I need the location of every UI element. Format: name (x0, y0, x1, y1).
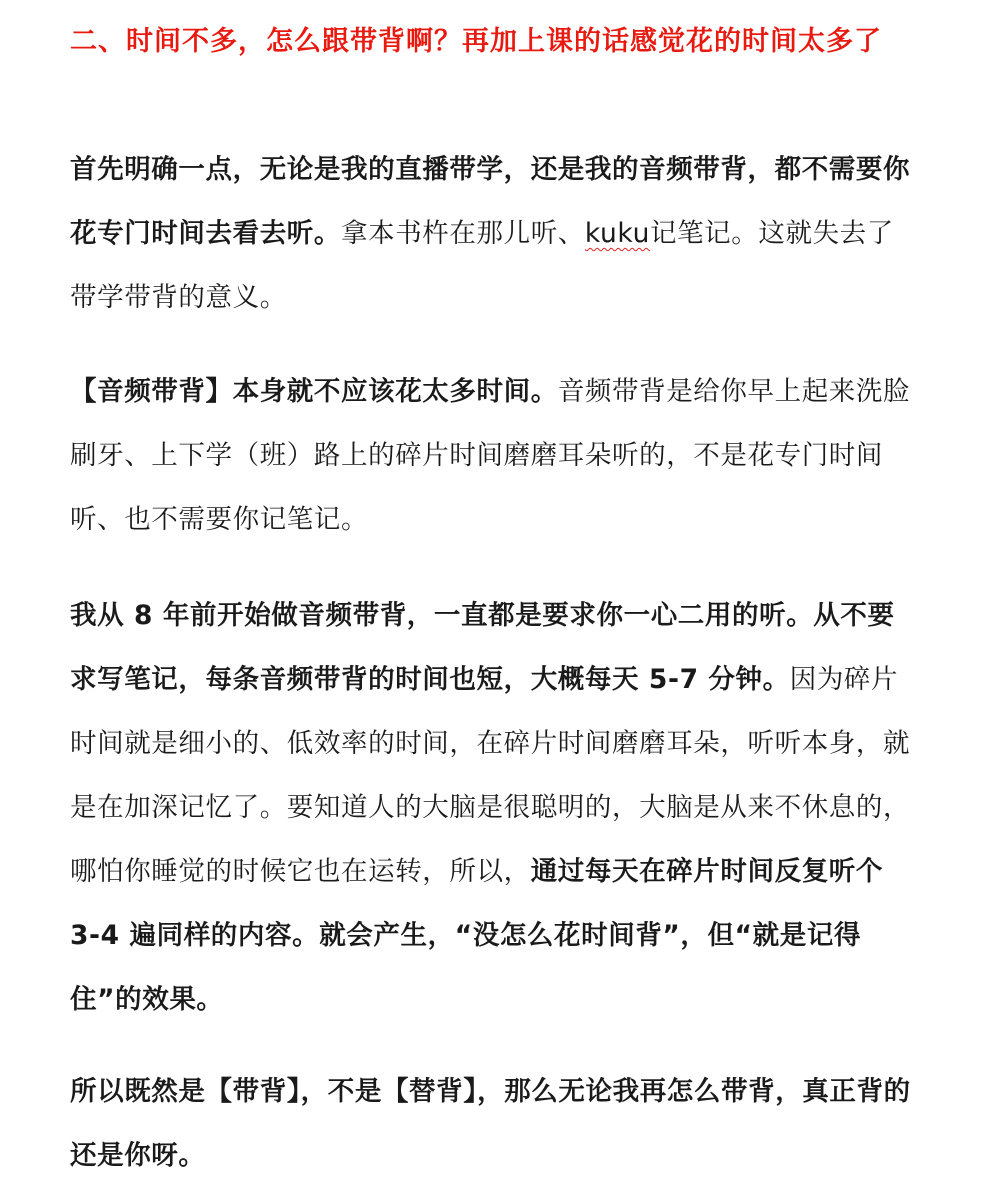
paragraph-4-bold: 所以既然是【带背】，不是【替背】，那么无论我再怎么带背，真正背的还是你呀。 (70, 1076, 911, 1171)
paragraph-3-bold: 我从 8 年前开始做音频带背，一直都是要求你一心二用的听。从不要求写笔记，每条音频带背的时间也短，大概每天 5-7 分钟。 (70, 600, 895, 695)
section-heading: 二、时间不多，怎么跟带背啊？再加上课的话感觉花的时间太多了 (70, 26, 882, 57)
paragraph-1 (70, 138, 920, 330)
paragraph-1-text-end: 记笔记。这就失去了带学带背的意义。 (70, 218, 894, 313)
paragraph-1-text: 拿本书杵在那儿听、 (341, 218, 585, 249)
paragraph-3 (70, 584, 920, 1032)
paragraph-2-bold: 【音频带背】本身就不应该花太多时间。 (70, 376, 558, 407)
paragraph-2 (70, 360, 920, 552)
paragraph-1-bold: 首先明确一点，无论是我的直播带学，还是我的音频带背，都不需要你花专门时间去看去听。 (70, 154, 911, 249)
paragraph-3-bold-end: 通过每天在碎片时间反复听个 3-4 遍同样的内容。就会产生，“没怎么花时间背”，但“就是记得住”的效果。 (70, 856, 884, 1015)
spellcheck-word[interactable]: kuku (584, 218, 650, 249)
paragraph-2-text: 音频带背是给你早上起来洗脸刷牙、上下学（班）路上的碎片时间磨磨耳朵听的，不是花专门时间听、也不需要你记笔记。 (70, 376, 911, 535)
paragraph-3-text: 因为碎片时间就是细小的、低效率的时间，在碎片时间磨磨耳朵，听听本身，就是在加深记忆了。要知道人的大脑是很聪明的，大脑是从来不休息的，哪怕你睡觉的时候它也在运转，所以， (70, 664, 911, 887)
paragraph-4 (70, 1060, 920, 1188)
